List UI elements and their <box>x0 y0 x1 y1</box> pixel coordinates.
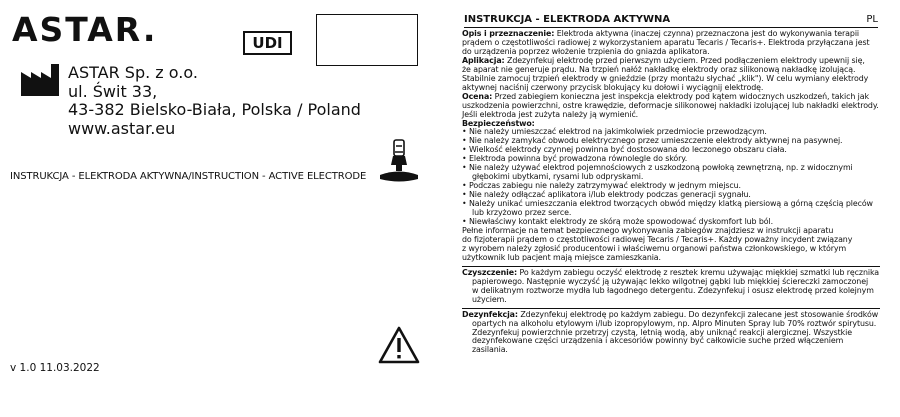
text-line: prądem o częstotliwości radiowej z wykorzystaniem aparatu Tecaris / Tecaris+. Elektroda przyłączana jest <box>462 37 870 47</box>
label-placeholder-box <box>316 14 418 66</box>
manufacturer-name: ASTAR Sp. z o.o. <box>68 63 198 82</box>
safety-bullet-cont: głębokimi ubytkami, rysami lub odpryskami. <box>472 172 644 182</box>
safety-bullet: • Nie należy zamykać obwodu elektrycznego przez umieszczenie elektrody aktywnej na pasywnej. <box>462 136 843 146</box>
text-line: Po każdym zabiegu oczyść elektrodę z resztek kremu używając miękkiej szmatki lub ręcznika <box>517 267 880 277</box>
text-line: uszkodzenia powierzchni, ostre krawędzie, deformacje silikonowej nakładki izolującej lub nakładki elektrody. <box>462 100 879 110</box>
section-assessment-heading: Ocena: <box>462 91 493 101</box>
language-code: PL <box>866 14 878 25</box>
text-line: w delikatnym roztworze mydła lub łagodnego detergentu. Zdezynfekuj i osusz elektrodę przed kolejnym <box>472 285 874 295</box>
instruction-caption: INSTRUKCJA - ELEKTRODA AKTYWNA/INSTRUCTION - ACTIVE ELECTRODE <box>10 171 367 182</box>
text-line: dezynfekowane części urządzenia i akcesoriów powinny być całkowicie suche przed włączeniem zasilania. <box>472 336 844 355</box>
text-line: Elektroda aktywna (inaczej czynna) przeznaczona jest do wykonywania terapii <box>554 29 860 38</box>
manufacturer-city: 43-382 Bielsko-Biała, Polska / Poland <box>68 100 361 120</box>
text-line: Przed zabiegiem konieczna jest inspekcja elektrody pod kątem widocznych uszkodzeń, takich jak <box>492 91 869 101</box>
text-line: Pełne informacje na temat bezpiecznego wykonywania zabiegów znajdziesz w instrukcji aparatu <box>462 225 834 235</box>
section-disinfection-heading: Dezynfekcja: <box>462 309 518 319</box>
manufacturer-website: www.astar.eu <box>68 118 176 138</box>
text-line: że aparat nie generuje prądu. Na trzpień nałóż nakładkę elektrody oraz silikonową nakładkę izolującą. <box>462 64 856 74</box>
section-description-heading: Opis i przeznaczenie: <box>462 29 555 38</box>
text-line: Jeśli elektroda jest zużyta należy ją wymienić. <box>462 109 639 119</box>
electrode-drawing <box>374 138 424 188</box>
section-application-heading: Aplikacja: <box>462 55 505 65</box>
safety-bullet: • Podczas zabiegu nie należy zatrzymywać elektrody w jednym miejscu. <box>462 181 741 191</box>
safety-bullet: • Niewłaściwy kontakt elektrody ze skórą może spowodować dyskomfort lub ból. <box>462 217 774 227</box>
text-line: do urządzenia poprzez włożenie trzpienia do gniazda aplikatora. <box>462 46 710 56</box>
section-cleaning-heading: Czyszczenie: <box>462 267 518 277</box>
manufacturer-icon <box>20 63 60 97</box>
section-safety-heading: Bezpieczeństwo: <box>462 118 535 128</box>
text-line: Zdezynfekuj elektrodę po każdym zabiegu. Do dezynfekcji zalecane jest stosowanie środków <box>517 309 879 319</box>
warning-icon <box>378 326 420 364</box>
safety-bullet: • Elektroda powinna być prowadzona równolegle do skóry. <box>462 154 688 164</box>
text-line: Zdezynfekuj powierzchnie przetrzyj czystą, letnią wodą, aby uniknąć reakcji alergicznej. Wszystkie <box>472 327 852 337</box>
document-title: INSTRUKCJA - ELEKTRODA AKTYWNA <box>464 14 671 25</box>
text-line: papierowego. Następnie wyczyść ją używając lekko wilgotnej gąbki lub miękkiej ściereczki zamoczonej <box>472 276 869 286</box>
manufacturer-address <box>68 64 361 138</box>
section-divider <box>462 308 880 309</box>
astar-logo: ASTAR. <box>12 10 158 49</box>
text-line: użytkownik lub pacjent mają miejsce zamieszkania. <box>462 252 661 262</box>
safety-bullet: • Nie należy odłączać aplikatora i/lub elektrody podczas generacji sygnału. <box>462 190 751 200</box>
manufacturer-street: ul. Świt 33, <box>68 81 158 101</box>
text-line: Stabilnie zamocuj trzpień elektrody w gnieździe (przy montażu słychać „klik"). W celu wymiany elektrody <box>462 73 869 83</box>
text-line: z wyrobem należy zgłosić producentowi i właściwemu organowi państwa członkowskiego, w którym <box>462 243 847 253</box>
text-line: Zdezynfekuj elektrodę przed pierwszym użyciem. Przed podłączeniem elektrody upewnij się, <box>504 55 865 65</box>
instruction-text <box>462 30 880 355</box>
version-date: v 1.0 11.03.2022 <box>10 362 100 374</box>
text-line: opartych na alkoholu etylowym i/lub izopropylowym, np. Alpro Minuten Spray lub 70% roztwór spirytusu. <box>472 318 877 328</box>
text-line: użyciem. <box>472 294 507 304</box>
safety-bullet: • Wielkość elektrody czynnej powinna być dostosowana do leczonego obszaru ciała. <box>462 145 787 155</box>
document-header <box>464 14 878 28</box>
text-line: aktywnej naciśnij czerwony przycisk blokujący ku dołowi i wyciągnij elektrodę. <box>462 82 764 92</box>
udi-box: UDI <box>243 31 292 55</box>
text-line: do fizjoterapii prądem o częstotliwości radiowej Tecaris / Tecaris+. Każdy poważny incydent związany <box>462 234 853 244</box>
safety-bullet: • Należy unikać umieszczania elektrod tworzących obwód między klatką piersiową a górną częścią pleców <box>462 199 873 209</box>
safety-bullet: • Nie należy umieszczać elektrod na jakimkolwiek przedmiocie przewodzącym. <box>462 127 767 137</box>
safety-bullet: • Nie należy używać elektrod pojemnościowych z uszkodzoną powłoką zewnętrzną, np. z widocznymi <box>462 163 853 173</box>
section-divider <box>462 266 880 267</box>
safety-bullet-cont: lub krzyżowo przez serce. <box>472 208 572 218</box>
